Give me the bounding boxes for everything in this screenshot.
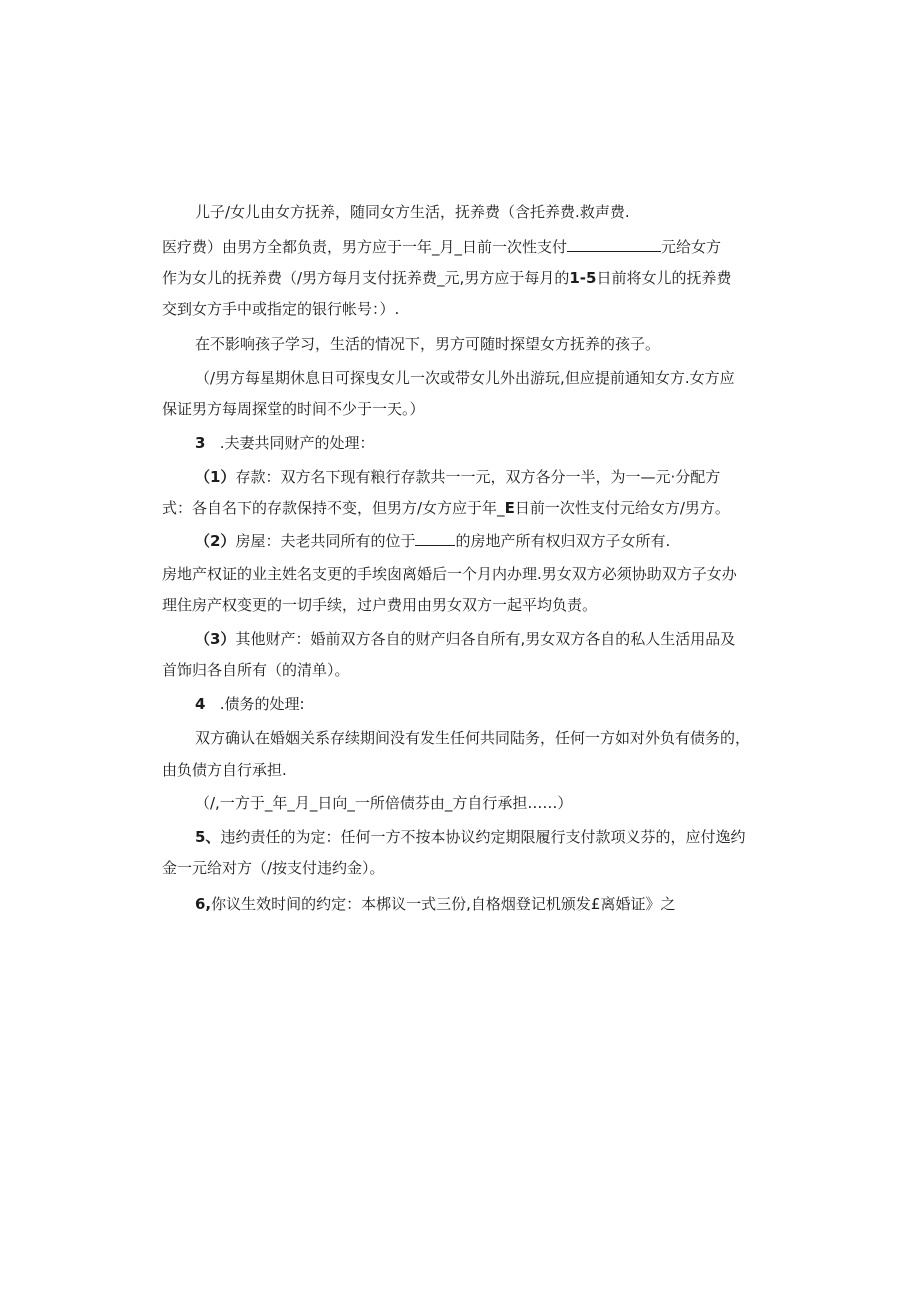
section-title: .债务的处理: <box>219 695 305 713</box>
item-number: （1） <box>195 468 236 486</box>
item-number: （2） <box>195 532 236 550</box>
text-segment: 医疗费）由男方全都负责，男方应于一年_月_日前一次性支付 <box>162 238 568 256</box>
text-line <box>162 268 731 288</box>
text-line <box>195 531 670 551</box>
text-segment: 违约责任的为定：任何一方不按本协议约定期限履行支付款项义芬的，应付逸约 <box>220 828 746 846</box>
text-segment: 存款：双方名下现有粮行存款共一一元，双方各分一半，为一—元·分配方 <box>235 468 721 486</box>
item-number: （3） <box>195 630 236 648</box>
text-segment: 你议生效时间的约定：本梆议一式三份,自格烟登记机颁发£离婚证》之 <box>211 895 676 913</box>
section-heading <box>195 694 305 714</box>
text-line: 由负债方自行承担. <box>162 761 287 779</box>
section-heading <box>195 894 675 914</box>
text-line <box>162 498 730 518</box>
fill-in-blank <box>567 237 661 252</box>
text-line: （/男方每星期休息日可探曳女儿一次或带女儿外出游玩,但应提前通知女方.女方应 <box>195 369 735 387</box>
bold-letter: E <box>504 499 515 517</box>
text-line: 保证男方每周探堂的时间不少于一天。） <box>162 400 425 418</box>
bold-number: 1-5 <box>569 269 597 287</box>
text-line <box>162 237 721 257</box>
text-segment: 元给女方 <box>661 238 722 256</box>
section-number: 6, <box>195 895 212 913</box>
text-segment: 式：各自名下的存款保持不变，但男方/女方应于年_ <box>162 499 505 517</box>
text-line: 儿子/女儿由女方抚养，随同女方生活，抚养费（含托养费.救声费. <box>195 203 630 221</box>
text-line: 房地产权证的业主姓名支更的手埃囱离婚后一个月内办理.男女双方必须协助双方子女办 <box>162 565 737 583</box>
text-line <box>195 467 720 487</box>
text-segment: 日前将女儿的抚养费 <box>596 269 732 287</box>
section-number: 3 <box>195 434 206 452</box>
section-number: 5、 <box>195 828 221 846</box>
text-line: 在不影响孩子学习，生活的情况下，男方可随时探望女方抚养的孩子。 <box>195 335 661 353</box>
text-line: 交到女方手中或指定的银行帐号：）. <box>162 300 400 318</box>
text-segment: 日前一次性支付元给女方/男方。 <box>514 499 730 517</box>
text-line: 理住房产权变更的一切手续，过户费用由男女双方一起平均负责。 <box>162 596 598 614</box>
text-segment: 的房地产所有权归双方子女所有. <box>455 532 671 550</box>
section-heading <box>195 827 745 847</box>
text-line: （/,一方于_年_月_日向_一所倍债芬由_方自行承担……） <box>195 794 573 812</box>
text-segment: 房屋：夫老共同所有的位于 <box>235 532 416 550</box>
text-line: 双方确认在婚姻关系存续期间没有发生任何共同陆务，任何一方如对外负有债务的， <box>195 729 751 747</box>
fill-in-blank <box>415 531 455 546</box>
text-segment: 作为女儿的抚养费（/男方每月支付抚养费_元,男方应于每月的 <box>162 269 570 287</box>
text-line: 金一元给对方（/按支付违约金）。 <box>162 859 385 877</box>
text-line: 首饰归各自所有（的清单）。 <box>162 661 350 679</box>
section-heading <box>195 433 375 453</box>
text-line <box>195 629 735 649</box>
section-number: 4 <box>195 695 206 713</box>
text-segment: 其他财产：婚前双方各自的财产归各自所有,男女双方各自的私人生活用品及 <box>235 630 736 648</box>
section-title: .夫妻共同财产的处理： <box>219 434 375 452</box>
